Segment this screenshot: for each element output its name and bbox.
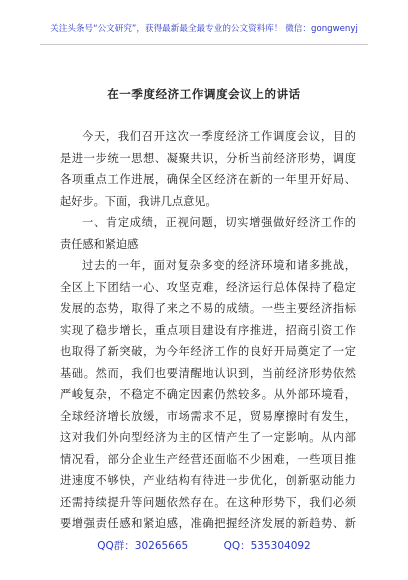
section-heading-line: 一、肯定成绩，正视问题，切实增强做好经济工作的	[82, 216, 356, 229]
body-line: 起好步。下面，我讲几点意见。	[60, 194, 217, 208]
qq-group-text: QQ群：30265665	[97, 540, 189, 552]
body-line: 还需持续提升等问题依然存在。在这种形势下，我们必须	[60, 495, 356, 509]
body-line: 基础。然而，我们也要清醒地认识到，当前经济形势依然	[60, 366, 356, 380]
body-line: 发展的态势，取得了来之不易的成绩。一些主要经济指标	[60, 302, 356, 315]
header-divider	[40, 44, 368, 45]
body-line: 今天，我们召开这次一季度经济工作调度会议，目的	[82, 130, 356, 143]
body-line: 是进一步统一思想、凝聚共识，分析当前经济形势，调度	[60, 151, 356, 165]
section-heading-line: 责任感和紧迫感	[60, 237, 139, 251]
promo-header: 关注头条号“公文研究”，获得最新最全最专业的公文资料库！ 微信：gongwenyj	[50, 24, 358, 34]
body-line: 这对我们外向型经济为主的区情产生了一定影响。从内部	[60, 431, 356, 444]
contact-footer	[0, 538, 408, 553]
body-line: 也取得了新突破，为今年经济工作的良好开局奠定了一定	[60, 345, 356, 358]
body-line: 实现了稳步增长，重点项目建设有序推进，招商引资工作	[60, 323, 356, 337]
body-line: 情况看，部分企业生产经营还面临不少困难，一些项目推	[60, 452, 356, 466]
document-body	[60, 126, 356, 535]
document-title: 在一季度经济工作调度会议上的讲话	[107, 87, 301, 101]
body-line: 各项重点工作进展，确保全区经济在新的一年里开好局、	[60, 173, 356, 186]
body-line: 严峻复杂，不稳定不确定因素仍然较多。从外部环境看，	[60, 388, 356, 401]
qq-contact-text: QQ：535304092	[223, 540, 311, 552]
body-line: 进速度不够快，产业结构有待进一步优化，创新驱动能力	[60, 474, 356, 487]
body-line: 全球经济增长放缓，市场需求不足，贸易摩擦时有发生，	[60, 409, 356, 423]
body-line: 过去的一年，面对复杂多变的经济环境和诸多挑战，	[82, 259, 356, 272]
body-line: 要增强责任感和紧迫感，准确把握经济发展的新趋势、新	[60, 517, 356, 530]
body-line: 全区上下团结一心、攻坚克难，经济运行总体保持了稳定	[60, 280, 356, 294]
